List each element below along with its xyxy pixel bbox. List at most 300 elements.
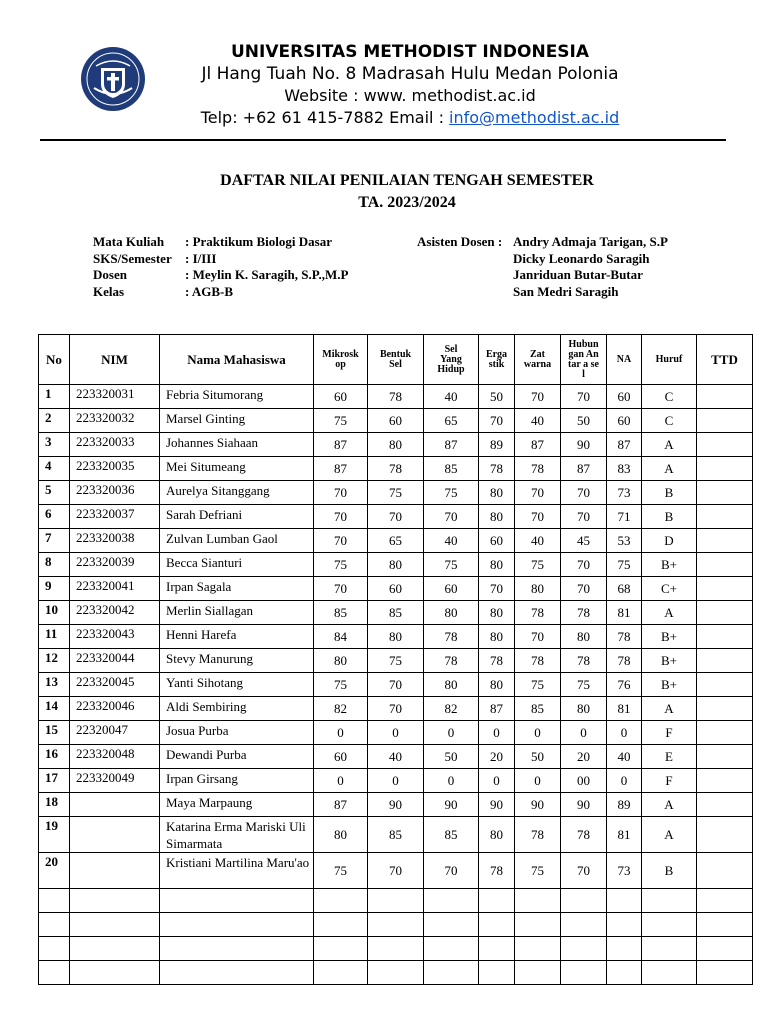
cell-score: 0 <box>479 721 515 745</box>
cell-score: 70 <box>424 853 479 889</box>
cell-nim: 223320046 <box>70 697 160 721</box>
table-row <box>39 721 753 745</box>
course-label: Mata Kuliah <box>93 234 165 249</box>
cell-huruf: A <box>642 457 697 481</box>
cell-nim: 223320042 <box>70 601 160 625</box>
cell-score: 81 <box>607 601 642 625</box>
cell-ttd <box>697 481 753 505</box>
table-row-empty <box>39 961 753 985</box>
cell-score: 70 <box>515 625 561 649</box>
cell-huruf: A <box>642 817 697 853</box>
institution-address: Jl Hang Tuah No. 8 Madrasah Hulu Medan Polonia <box>201 64 619 84</box>
col-zat-warna: Zat warna <box>515 335 561 385</box>
cell-score: 71 <box>607 505 642 529</box>
cell-nama: Maya Marpaung <box>160 793 314 817</box>
sks-value: : I/III <box>185 250 217 266</box>
cell-score: 70 <box>314 505 368 529</box>
cell-score: 82 <box>424 697 479 721</box>
cell-nama: Johannes Siahaan <box>160 433 314 457</box>
cell-score: 90 <box>561 433 607 457</box>
cell-score: 78 <box>424 625 479 649</box>
cell-score: 82 <box>314 697 368 721</box>
cell-ttd <box>697 577 753 601</box>
cell-ttd <box>697 433 753 457</box>
cell-score: 0 <box>314 769 368 793</box>
cell-score: 70 <box>561 505 607 529</box>
cell-score: 40 <box>424 529 479 553</box>
cell-score: 75 <box>424 553 479 577</box>
cell-score: 73 <box>607 853 642 889</box>
cell-score: 78 <box>607 649 642 673</box>
cell-score: 70 <box>368 505 424 529</box>
cell-score: 20 <box>479 745 515 769</box>
cell-score: 60 <box>314 745 368 769</box>
cell-huruf: B <box>642 481 697 505</box>
cell-score: 40 <box>607 745 642 769</box>
cell-score: 80 <box>561 625 607 649</box>
table-row <box>39 433 753 457</box>
cell-huruf: B+ <box>642 673 697 697</box>
cell-score: 0 <box>515 769 561 793</box>
cell-ttd <box>697 673 753 697</box>
cell-score: 80 <box>479 625 515 649</box>
cell-score: 0 <box>561 721 607 745</box>
cell-score: 78 <box>515 457 561 481</box>
table-row <box>39 649 753 673</box>
cell-score: 87 <box>424 433 479 457</box>
cell-score: 78 <box>515 601 561 625</box>
document-title: DAFTAR NILAI PENILAIAN TENGAH SEMESTER <box>220 172 594 189</box>
cell-score: 70 <box>515 481 561 505</box>
cell-score: 80 <box>368 553 424 577</box>
cell-score: 0 <box>607 721 642 745</box>
cell-empty <box>697 913 753 937</box>
cell-empty <box>70 937 160 961</box>
cell-nama: Yanti Sihotang <box>160 673 314 697</box>
assistant-info <box>417 234 668 300</box>
cell-score: 90 <box>479 793 515 817</box>
cell-empty <box>368 937 424 961</box>
cell-score: 60 <box>314 385 368 409</box>
cell-huruf: C+ <box>642 577 697 601</box>
cell-score: 68 <box>607 577 642 601</box>
cell-no: 18 <box>39 793 70 817</box>
table-body <box>39 385 753 985</box>
cell-score: 70 <box>368 673 424 697</box>
contact-text: Telp: +62 61 415-7882 Email : <box>200 108 450 127</box>
cell-score: 90 <box>515 793 561 817</box>
cell-empty <box>160 913 314 937</box>
table-row <box>39 769 753 793</box>
cell-score: 80 <box>479 673 515 697</box>
table-row <box>39 697 753 721</box>
col-nim: NIM <box>70 335 160 385</box>
table-row <box>39 745 753 769</box>
table-row <box>39 793 753 817</box>
cell-score: 78 <box>561 817 607 853</box>
cell-score: 70 <box>479 577 515 601</box>
col-na: NA <box>607 335 642 385</box>
cell-huruf: D <box>642 529 697 553</box>
cell-no: 2 <box>39 409 70 433</box>
col-ergastik: Ergastik <box>479 335 515 385</box>
cell-score: 83 <box>607 457 642 481</box>
cell-empty <box>607 913 642 937</box>
cell-nim: 223320039 <box>70 553 160 577</box>
cell-ttd <box>697 649 753 673</box>
cell-score: 85 <box>368 601 424 625</box>
cell-score: 50 <box>515 745 561 769</box>
cell-ttd <box>697 505 753 529</box>
cell-score: 90 <box>368 793 424 817</box>
cell-score: 80 <box>314 649 368 673</box>
cell-score: 50 <box>479 385 515 409</box>
col-mikroskop: Mikroskop <box>314 335 368 385</box>
cell-empty <box>39 937 70 961</box>
cell-score: 80 <box>368 433 424 457</box>
cell-score: 45 <box>561 529 607 553</box>
cell-empty <box>479 961 515 985</box>
cell-score: 78 <box>561 601 607 625</box>
cell-nim: 223320045 <box>70 673 160 697</box>
table-row <box>39 601 753 625</box>
cell-score: 76 <box>607 673 642 697</box>
cell-no: 5 <box>39 481 70 505</box>
cell-empty <box>697 961 753 985</box>
cell-score: 70 <box>561 853 607 889</box>
cell-score: 78 <box>561 649 607 673</box>
cell-score: 70 <box>314 481 368 505</box>
assistant-label: Asisten Dosen : <box>417 234 503 249</box>
cell-empty <box>160 937 314 961</box>
cell-score: 60 <box>607 385 642 409</box>
cell-huruf: B+ <box>642 625 697 649</box>
cell-nama: Josua Purba <box>160 721 314 745</box>
cell-ttd <box>697 409 753 433</box>
cell-score: 75 <box>368 481 424 505</box>
col-ttd: TTD <box>697 335 753 385</box>
cell-nama: Irpan Sagala <box>160 577 314 601</box>
assistant-name: San Medri Saragih <box>513 283 619 299</box>
cell-score: 90 <box>561 793 607 817</box>
cell-score: 0 <box>515 721 561 745</box>
cell-score: 73 <box>607 481 642 505</box>
cell-empty <box>70 889 160 913</box>
table-row <box>39 673 753 697</box>
cell-empty <box>314 961 368 985</box>
cell-nim: 223320031 <box>70 385 160 409</box>
cell-nim: 223320038 <box>70 529 160 553</box>
cell-no: 4 <box>39 457 70 481</box>
cell-score: 65 <box>424 409 479 433</box>
cell-no: 8 <box>39 553 70 577</box>
cell-score: 85 <box>515 697 561 721</box>
cell-score: 85 <box>314 601 368 625</box>
course-value: : Praktikum Biologi Dasar <box>185 234 332 249</box>
cell-huruf: E <box>642 745 697 769</box>
cell-empty <box>424 889 479 913</box>
cell-no: 9 <box>39 577 70 601</box>
cell-score: 75 <box>515 553 561 577</box>
table-row <box>39 385 753 409</box>
cell-empty <box>561 937 607 961</box>
cell-no: 6 <box>39 505 70 529</box>
cell-score: 75 <box>314 673 368 697</box>
cell-nama: Aurelya Sitanggang <box>160 481 314 505</box>
cell-empty <box>70 913 160 937</box>
col-no: No <box>39 335 70 385</box>
cell-empty <box>607 937 642 961</box>
cell-huruf: A <box>642 793 697 817</box>
cell-empty <box>368 913 424 937</box>
cell-nim: 223320041 <box>70 577 160 601</box>
cell-score: 89 <box>479 433 515 457</box>
cell-score: 60 <box>479 529 515 553</box>
grades-table <box>38 334 753 985</box>
cell-empty <box>479 913 515 937</box>
cell-nim: 223320032 <box>70 409 160 433</box>
cell-nama: Irpan Girsang <box>160 769 314 793</box>
cell-nim <box>70 853 160 889</box>
cell-nama: Merlin Siallagan <box>160 601 314 625</box>
cell-score: 78 <box>479 457 515 481</box>
cell-empty <box>515 913 561 937</box>
cell-score: 78 <box>515 649 561 673</box>
cell-nim <box>70 793 160 817</box>
cell-score: 75 <box>424 481 479 505</box>
cell-huruf: F <box>642 721 697 745</box>
cell-nama: Becca Sianturi <box>160 553 314 577</box>
col-sel-yang-hidup: Sel Yang Hidup <box>424 335 479 385</box>
cell-score: 70 <box>479 409 515 433</box>
cell-ttd <box>697 553 753 577</box>
cell-nim: 223320049 <box>70 769 160 793</box>
cell-score: 40 <box>424 385 479 409</box>
cell-empty <box>561 889 607 913</box>
cell-score: 0 <box>479 769 515 793</box>
cell-empty <box>479 889 515 913</box>
cell-score: 78 <box>368 385 424 409</box>
cell-empty <box>642 913 697 937</box>
cell-score: 70 <box>561 385 607 409</box>
cell-score: 75 <box>314 409 368 433</box>
cell-ttd <box>697 769 753 793</box>
cell-score: 60 <box>368 409 424 433</box>
course-info <box>93 234 348 300</box>
lecturer-value: : Meylin K. Saragih, S.P.,M.P <box>185 267 349 282</box>
email-link[interactable]: info@methodist.ac.id <box>449 108 620 127</box>
cell-nama: Mei Situmeang <box>160 457 314 481</box>
cell-huruf: A <box>642 433 697 457</box>
cell-nim: 223320044 <box>70 649 160 673</box>
cell-empty <box>642 961 697 985</box>
cell-empty <box>697 889 753 913</box>
cell-score: 75 <box>561 673 607 697</box>
cell-ttd <box>697 793 753 817</box>
cell-empty <box>314 889 368 913</box>
cell-nim: 223320043 <box>70 625 160 649</box>
cell-empty <box>607 889 642 913</box>
cell-empty <box>424 937 479 961</box>
table-row-empty <box>39 889 753 913</box>
cell-ttd <box>697 697 753 721</box>
cell-score: 87 <box>479 697 515 721</box>
cell-score: 65 <box>368 529 424 553</box>
cell-score: 0 <box>314 721 368 745</box>
cell-nim: 223320033 <box>70 433 160 457</box>
cell-nama: Katarina Erma Mariski Uli Simarmata <box>160 817 314 853</box>
cell-empty <box>314 913 368 937</box>
document-subtitle: TA. 2023/2024 <box>358 194 456 211</box>
cell-nama: Dewandi Purba <box>160 745 314 769</box>
assistant-name: Dicky Leonardo Saragih <box>513 250 650 266</box>
cell-huruf: A <box>642 601 697 625</box>
cell-nama: Stevy Manurung <box>160 649 314 673</box>
cell-empty <box>39 961 70 985</box>
cell-no: 17 <box>39 769 70 793</box>
cell-score: 81 <box>607 697 642 721</box>
table-row <box>39 409 753 433</box>
cell-score: 0 <box>607 769 642 793</box>
cell-no: 10 <box>39 601 70 625</box>
assistant-name: Janriduan Butar-Butar <box>513 267 643 282</box>
cell-empty <box>607 961 642 985</box>
cell-no: 16 <box>39 745 70 769</box>
cell-score: 80 <box>479 553 515 577</box>
cell-empty <box>160 889 314 913</box>
cell-nim: 223320048 <box>70 745 160 769</box>
class-value: : AGB-B <box>185 283 234 299</box>
col-bentuk-sel: Bentuk Sel <box>368 335 424 385</box>
cell-score: 80 <box>368 625 424 649</box>
cell-huruf: B <box>642 505 697 529</box>
cell-huruf: C <box>642 385 697 409</box>
cell-score: 75 <box>607 553 642 577</box>
cell-no: 11 <box>39 625 70 649</box>
institution-website: Website : www. methodist.ac.id <box>284 86 536 105</box>
cell-no: 15 <box>39 721 70 745</box>
cell-no: 7 <box>39 529 70 553</box>
cell-ttd <box>697 853 753 889</box>
sks-label: SKS/Semester <box>93 250 172 266</box>
cell-score: 89 <box>607 793 642 817</box>
cell-score: 78 <box>479 649 515 673</box>
cell-score: 40 <box>515 529 561 553</box>
cell-nim <box>70 817 160 853</box>
cell-score: 78 <box>479 853 515 889</box>
cell-score: 0 <box>424 721 479 745</box>
cell-huruf: B <box>642 853 697 889</box>
cell-score: 85 <box>368 817 424 853</box>
cell-ttd <box>697 385 753 409</box>
col-nama: Nama Mahasiswa <box>160 335 314 385</box>
cell-score: 85 <box>424 457 479 481</box>
cell-huruf: F <box>642 769 697 793</box>
cell-score: 87 <box>314 457 368 481</box>
cell-score: 53 <box>607 529 642 553</box>
cell-empty <box>160 961 314 985</box>
cell-nama: Sarah Defriani <box>160 505 314 529</box>
cell-score: 75 <box>515 673 561 697</box>
cell-no: 19 <box>39 817 70 853</box>
cell-score: 00 <box>561 769 607 793</box>
cell-no: 20 <box>39 853 70 889</box>
cell-score: 78 <box>515 817 561 853</box>
cell-score: 40 <box>515 409 561 433</box>
cell-score: 70 <box>368 853 424 889</box>
header-divider <box>40 139 726 141</box>
cell-ttd <box>697 721 753 745</box>
cell-nim: 223320035 <box>70 457 160 481</box>
col-huruf: Huruf <box>642 335 697 385</box>
cell-score: 90 <box>424 793 479 817</box>
cell-empty <box>642 937 697 961</box>
assistant-name: Andry Admaja Tarigan, S.P <box>513 234 668 249</box>
table-header-row <box>39 335 753 385</box>
cell-score: 70 <box>561 481 607 505</box>
cell-empty <box>39 889 70 913</box>
cell-score: 60 <box>368 577 424 601</box>
cell-no: 3 <box>39 433 70 457</box>
cell-empty <box>515 937 561 961</box>
cell-no: 14 <box>39 697 70 721</box>
cell-empty <box>515 889 561 913</box>
cell-score: 75 <box>314 853 368 889</box>
cell-empty <box>515 961 561 985</box>
cell-score: 87 <box>607 433 642 457</box>
cell-score: 50 <box>561 409 607 433</box>
table-row <box>39 505 753 529</box>
cell-score: 78 <box>424 649 479 673</box>
cell-nama: Henni Harefa <box>160 625 314 649</box>
cell-score: 78 <box>368 457 424 481</box>
lecturer-label: Dosen <box>93 267 127 282</box>
cell-score: 87 <box>314 433 368 457</box>
cell-score: 70 <box>515 385 561 409</box>
cell-score: 80 <box>515 577 561 601</box>
cell-nama: Kristiani Martilina Maru'ao <box>160 853 314 889</box>
cell-score: 81 <box>607 817 642 853</box>
table-row <box>39 481 753 505</box>
cell-score: 50 <box>424 745 479 769</box>
cell-ttd <box>697 817 753 853</box>
cell-score: 70 <box>424 505 479 529</box>
cell-score: 70 <box>515 505 561 529</box>
cell-nim: 223320036 <box>70 481 160 505</box>
cell-score: 70 <box>314 529 368 553</box>
cell-score: 70 <box>561 553 607 577</box>
cell-score: 70 <box>561 577 607 601</box>
cell-empty <box>368 889 424 913</box>
cell-score: 80 <box>314 817 368 853</box>
cell-ttd <box>697 745 753 769</box>
table-row-empty <box>39 913 753 937</box>
cell-ttd <box>697 625 753 649</box>
table-row <box>39 553 753 577</box>
cell-score: 80 <box>479 601 515 625</box>
cell-nama: Febria Situmorang <box>160 385 314 409</box>
table-row-empty <box>39 937 753 961</box>
cell-empty <box>561 913 607 937</box>
cell-score: 80 <box>424 601 479 625</box>
cell-score: 80 <box>561 697 607 721</box>
cell-score: 80 <box>479 817 515 853</box>
cell-score: 0 <box>368 769 424 793</box>
cell-nim: 22320047 <box>70 721 160 745</box>
cell-empty <box>561 961 607 985</box>
cell-no: 1 <box>39 385 70 409</box>
cell-score: 60 <box>607 409 642 433</box>
